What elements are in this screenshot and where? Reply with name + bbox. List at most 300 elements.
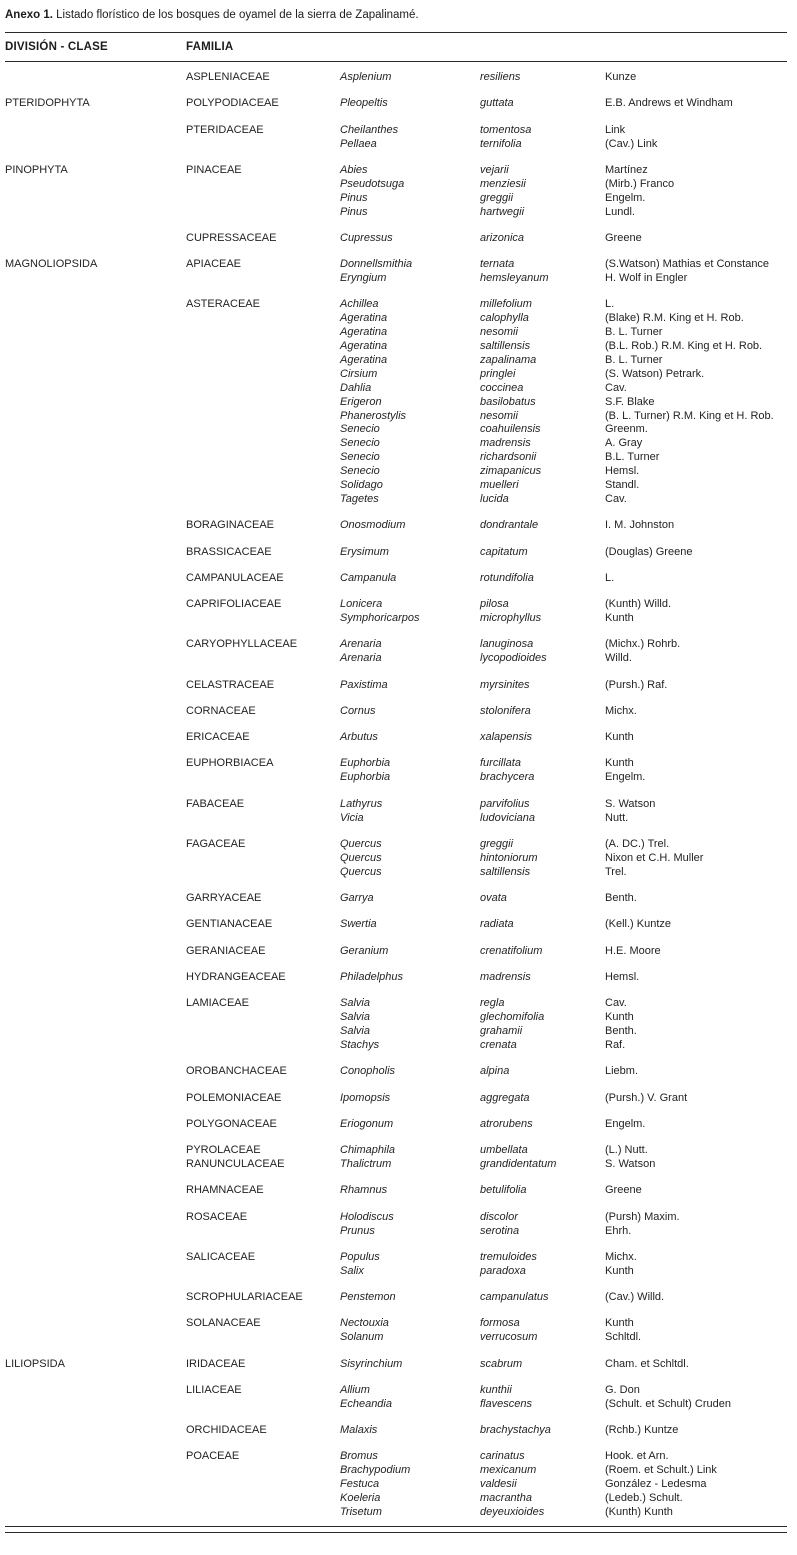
- author-cell: (Pursh.) V. Grant: [605, 1091, 688, 1104]
- species-cell: greggii: [480, 191, 514, 204]
- species-cell: betulifolia: [480, 1184, 527, 1197]
- division-cell: [5, 1478, 186, 1492]
- species-cell: verrucosum: [480, 1331, 538, 1344]
- familia-cell: [186, 771, 340, 785]
- family-block: [5, 1092, 787, 1106]
- division-cell: [5, 410, 186, 424]
- author-cell: Martínez: [605, 163, 648, 176]
- species-row: [5, 798, 787, 812]
- division-cell: [5, 519, 186, 533]
- species-cell: madrensis: [480, 437, 531, 450]
- species-row: [5, 326, 787, 340]
- author-cell: (Douglas) Greene: [605, 545, 693, 558]
- author-cell: (Kunth) Willd.: [605, 598, 672, 611]
- species-row: [5, 340, 787, 354]
- species-cell: regla: [480, 997, 505, 1010]
- familia-cell: SALICACEAE: [186, 1250, 256, 1263]
- family-block: [5, 705, 787, 719]
- species-cell: mexicanum: [480, 1464, 537, 1477]
- author-cell: L.: [605, 571, 615, 584]
- species-row: [5, 971, 787, 985]
- genus-cell: Cornus: [340, 704, 376, 717]
- familia-cell: CARYOPHYLLACEAE: [186, 638, 298, 651]
- genus-cell: Achillea: [340, 298, 379, 311]
- division-cell: [5, 971, 186, 985]
- species-cell: dondrantale: [480, 519, 539, 532]
- species-row: [5, 546, 787, 560]
- division-cell: [5, 798, 186, 812]
- species-row: [5, 272, 787, 286]
- species-row: [5, 368, 787, 382]
- genus-cell: Ipomopsis: [340, 1091, 391, 1104]
- familia-cell: PINACEAE: [186, 163, 242, 176]
- species-cell: myrsinites: [480, 678, 530, 691]
- division-cell: [5, 1039, 186, 1053]
- division-cell: [5, 71, 186, 85]
- family-block: [5, 1358, 787, 1372]
- familia-cell: [186, 396, 340, 410]
- author-cell: (B.L. Rob.) R.M. King et H. Rob.: [605, 340, 763, 353]
- species-cell: glechomifolia: [480, 1011, 545, 1024]
- genus-cell: Salvia: [340, 1011, 370, 1024]
- familia-cell: [186, 612, 340, 626]
- species-row: [5, 812, 787, 826]
- division-cell: [5, 1424, 186, 1438]
- genus-cell: Eriogonum: [340, 1117, 394, 1130]
- genus-cell: Dahlia: [340, 381, 372, 394]
- genus-cell: Thalictrum: [340, 1158, 392, 1170]
- familia-cell: [186, 1025, 340, 1039]
- species-cell: hintoniorum: [480, 851, 538, 864]
- division-cell: [5, 1025, 186, 1039]
- species-cell: ternata: [480, 258, 515, 271]
- genus-cell: Brachypodium: [340, 1464, 411, 1477]
- author-cell: Greene: [605, 1184, 642, 1197]
- familia-cell: [186, 340, 340, 354]
- species-cell: deyeuxioides: [480, 1505, 545, 1518]
- species-row: [5, 1211, 787, 1225]
- species-cell: tremuloides: [480, 1250, 537, 1263]
- author-cell: (Michx.) Rohrb.: [605, 638, 681, 651]
- genus-cell: Salix: [340, 1264, 364, 1277]
- genus-cell: Arbutus: [340, 731, 378, 744]
- genus-cell: Echeandia: [340, 1397, 392, 1410]
- division-cell: [5, 546, 186, 560]
- familia-cell: [186, 479, 340, 493]
- author-cell: B.L. Turner: [605, 451, 660, 464]
- author-cell: S. Watson: [605, 797, 656, 810]
- author-cell: (Kell.) Kuntze: [605, 918, 672, 931]
- division-cell: [5, 892, 186, 906]
- author-cell: Benth.: [605, 1025, 637, 1037]
- division-cell: [5, 326, 186, 340]
- species-row: [5, 731, 787, 745]
- species-cell: madrensis: [480, 970, 531, 983]
- genus-cell: Ageratina: [340, 326, 388, 339]
- author-cell: Link: [605, 123, 626, 136]
- species-cell: coccinea: [480, 381, 524, 394]
- species-row: [5, 771, 787, 785]
- genus-cell: Penstemon: [340, 1291, 396, 1303]
- species-row: [5, 192, 787, 206]
- division-cell: [5, 493, 186, 507]
- family-block: [5, 1211, 787, 1239]
- division-cell: [5, 479, 186, 493]
- genus-cell: Sisyrinchium: [340, 1357, 403, 1370]
- familia-cell: LILIACEAE: [186, 1383, 242, 1396]
- genus-cell: Garrya: [340, 892, 374, 904]
- division-cell: [5, 465, 186, 479]
- species-cell: nesomii: [480, 409, 518, 422]
- family-block: [5, 298, 787, 507]
- familia-cell: GENTIANACEAE: [186, 918, 273, 931]
- author-cell: Standl.: [605, 479, 640, 492]
- species-row: [5, 1506, 787, 1520]
- familia-cell: IRIDACEAE: [186, 1357, 246, 1370]
- family-block: [5, 679, 787, 693]
- familia-cell: CUPRESSACEAE: [186, 231, 277, 244]
- species-cell: xalapensis: [480, 731, 532, 744]
- familia-cell: ASPLENIACEAE: [186, 71, 270, 83]
- genus-cell: Solidago: [340, 479, 383, 492]
- genus-cell: Conopholis: [340, 1065, 396, 1078]
- author-cell: Engelm.: [605, 771, 646, 784]
- author-cell: Cav.: [605, 381, 627, 394]
- division-cell: [5, 1331, 186, 1345]
- species-row: [5, 437, 787, 451]
- genus-cell: Koeleria: [340, 1492, 381, 1505]
- genus-cell: Holodiscus: [340, 1210, 394, 1223]
- species-cell: arizonica: [480, 231, 525, 244]
- familia-cell: CORNACEAE: [186, 704, 256, 717]
- family-block: [5, 519, 787, 533]
- familia-cell: [186, 410, 340, 424]
- division-cell: [5, 1506, 186, 1520]
- author-cell: H.E. Moore: [605, 944, 661, 957]
- author-cell: Hemsl.: [605, 970, 640, 983]
- bottom-rules: [5, 1526, 787, 1533]
- species-row: [5, 612, 787, 626]
- family-block: [5, 1184, 787, 1198]
- species-row: [5, 206, 787, 220]
- species-row: [5, 138, 787, 152]
- familia-cell: GERANIACEAE: [186, 944, 266, 957]
- species-row: [5, 124, 787, 138]
- species-cell: guttata: [480, 97, 514, 110]
- bottom-rule-1: [5, 1526, 787, 1527]
- species-row: [5, 451, 787, 465]
- species-cell: zimapanicus: [480, 465, 542, 478]
- genus-cell: Trisetum: [340, 1505, 382, 1518]
- species-row: [5, 1184, 787, 1198]
- family-block: [5, 71, 787, 85]
- species-row: [5, 598, 787, 612]
- genus-cell: Allium: [340, 1383, 370, 1396]
- genus-cell: Ageratina: [340, 353, 388, 366]
- author-cell: (Kunth) Kunth: [605, 1505, 673, 1518]
- species-cell: ovata: [480, 892, 507, 904]
- species-row: [5, 258, 787, 272]
- species-cell: crenatifolium: [480, 944, 543, 957]
- division-cell: [5, 340, 186, 354]
- species-row: [5, 1025, 787, 1039]
- author-cell: Hemsl.: [605, 465, 640, 478]
- author-cell: (Schult. et Schult) Cruden: [605, 1397, 731, 1410]
- author-cell: G. Don: [605, 1383, 640, 1396]
- genus-cell: Abies: [340, 163, 368, 176]
- species-row: [5, 945, 787, 959]
- author-cell: Greenm.: [605, 423, 648, 436]
- species-row: [5, 298, 787, 312]
- species-row: [5, 1118, 787, 1132]
- author-cell: H. Wolf in Engler: [605, 272, 688, 285]
- species-cell: tomentosa: [480, 123, 532, 136]
- author-cell: B. L. Turner: [605, 326, 663, 339]
- division-cell: [5, 612, 186, 626]
- division-cell: [5, 1184, 186, 1198]
- familia-cell: CELASTRACEAE: [186, 678, 275, 691]
- division-cell: [5, 1291, 186, 1305]
- division-cell: [5, 1450, 186, 1464]
- familia-cell: HYDRANGEACEAE: [186, 970, 286, 983]
- genus-cell: Geranium: [340, 944, 389, 957]
- genus-cell: Donnellsmithia: [340, 258, 413, 271]
- species-row: [5, 1225, 787, 1239]
- genus-cell: Arenaria: [340, 652, 382, 665]
- division-cell: [5, 852, 186, 866]
- division-cell: [5, 312, 186, 326]
- species-row: [5, 97, 787, 111]
- species-cell: resiliens: [480, 71, 521, 83]
- division-cell: [5, 997, 186, 1011]
- division-cell: [5, 1225, 186, 1239]
- genus-cell: Erigeron: [340, 395, 382, 408]
- species-row: [5, 1384, 787, 1398]
- family-block: [5, 892, 787, 906]
- division-cell: [5, 1211, 186, 1225]
- family-block: [5, 1144, 787, 1172]
- caption-text: Listado florístico de los bosques de oyamel de la sierra de Zapalinamé.: [56, 9, 419, 21]
- species-cell: carinatus: [480, 1450, 525, 1463]
- species-cell: rotundifolia: [480, 571, 534, 584]
- species-cell: flavescens: [480, 1397, 532, 1410]
- familia-cell: [186, 206, 340, 220]
- author-cell: Kunth: [605, 612, 634, 625]
- division-cell: LILIOPSIDA: [5, 1357, 65, 1370]
- genus-cell: Asplenium: [340, 71, 392, 83]
- species-row: [5, 852, 787, 866]
- author-cell: Kunth: [605, 731, 634, 744]
- familia-cell: [186, 1506, 340, 1520]
- author-cell: Cav.: [605, 493, 627, 505]
- author-cell: S. Watson: [605, 1158, 656, 1170]
- species-cell: paradoxa: [480, 1264, 526, 1277]
- species-cell: serotina: [480, 1224, 520, 1237]
- familia-cell: CAMPANULACEAE: [186, 571, 284, 584]
- familia-cell: [186, 866, 340, 880]
- species-row: [5, 1265, 787, 1279]
- species-cell: valdesii: [480, 1478, 517, 1491]
- division-cell: [5, 1398, 186, 1412]
- species-cell: lucida: [480, 493, 509, 505]
- author-cell: (Cav.) Willd.: [605, 1291, 665, 1303]
- author-cell: Michx.: [605, 704, 637, 717]
- author-cell: Engelm.: [605, 1117, 646, 1130]
- species-row: [5, 1492, 787, 1506]
- species-cell: kunthii: [480, 1383, 512, 1396]
- division-cell: PINOPHYTA: [5, 163, 68, 176]
- familia-cell: ORCHIDACEAE: [186, 1424, 267, 1436]
- genus-cell: Senecio: [340, 437, 380, 450]
- species-row: [5, 479, 787, 493]
- species-row: [5, 679, 787, 693]
- species-row: [5, 638, 787, 652]
- genus-cell: Cupressus: [340, 231, 393, 244]
- author-cell: (S. Watson) Petrark.: [605, 367, 705, 380]
- author-cell: (Blake) R.M. King et H. Rob.: [605, 312, 744, 325]
- species-row: [5, 519, 787, 533]
- familia-cell: [186, 451, 340, 465]
- familia-cell: ERICACEAE: [186, 731, 250, 744]
- familia-cell: PTERIDACEAE: [186, 123, 264, 136]
- division-cell: [5, 437, 186, 451]
- species-cell: saltillensis: [480, 865, 531, 878]
- genus-cell: Symphoricarpos: [340, 612, 420, 625]
- family-block: [5, 164, 787, 220]
- species-cell: muelleri: [480, 479, 519, 492]
- author-cell: E.B. Andrews et Windham: [605, 97, 733, 110]
- familia-cell: POLYPODIACEAE: [186, 97, 279, 110]
- species-cell: grandidentatum: [480, 1158, 557, 1170]
- species-cell: lycopodioides: [480, 652, 547, 665]
- author-cell: Schltdl.: [605, 1331, 642, 1344]
- genus-cell: Bromus: [340, 1450, 378, 1463]
- genus-cell: Populus: [340, 1250, 380, 1263]
- family-block: [5, 598, 787, 626]
- species-row: [5, 164, 787, 178]
- author-cell: González - Ledesma: [605, 1478, 707, 1491]
- family-block: [5, 798, 787, 826]
- species-cell: alpina: [480, 1065, 510, 1078]
- division-cell: [5, 838, 186, 852]
- familia-cell: [186, 1398, 340, 1412]
- species-row: [5, 1158, 787, 1172]
- author-cell: Raf.: [605, 1038, 626, 1051]
- author-cell: L.: [605, 298, 615, 311]
- division-cell: [5, 232, 186, 246]
- species-row: [5, 1092, 787, 1106]
- author-cell: Kunth: [605, 1011, 634, 1024]
- genus-cell: Senecio: [340, 423, 380, 436]
- family-block: [5, 546, 787, 560]
- familia-cell: [186, 437, 340, 451]
- species-cell: hartwegii: [480, 205, 525, 218]
- familia-cell: [186, 1492, 340, 1506]
- division-cell: [5, 866, 186, 880]
- familia-cell: [186, 382, 340, 396]
- author-cell: (A. DC.) Trel.: [605, 837, 670, 850]
- family-block: [5, 1317, 787, 1345]
- genus-cell: Phanerostylis: [340, 409, 407, 422]
- table-body: [5, 62, 787, 1520]
- genus-cell: Senecio: [340, 465, 380, 478]
- family-block: [5, 638, 787, 666]
- bottom-rule-2: [5, 1532, 787, 1533]
- species-row: [5, 892, 787, 906]
- division-cell: [5, 396, 186, 410]
- genus-cell: Rhamnus: [340, 1184, 388, 1197]
- division-cell: [5, 638, 186, 652]
- division-cell: [5, 1251, 186, 1265]
- division-cell: [5, 138, 186, 152]
- author-cell: Kunze: [605, 71, 637, 83]
- species-cell: grahamii: [480, 1025, 523, 1037]
- species-cell: scabrum: [480, 1357, 523, 1370]
- species-row: [5, 1331, 787, 1345]
- family-block: [5, 971, 787, 985]
- genus-cell: Quercus: [340, 865, 382, 878]
- genus-cell: Euphorbia: [340, 757, 391, 770]
- species-row: [5, 71, 787, 85]
- division-cell: [5, 192, 186, 206]
- author-cell: (Rchb.) Kuntze: [605, 1424, 679, 1436]
- species-row: [5, 354, 787, 368]
- familia-cell: LAMIACEAE: [186, 997, 249, 1010]
- familia-cell: ASTERACEAE: [186, 298, 260, 311]
- division-cell: [5, 1317, 186, 1331]
- familia-cell: [186, 192, 340, 206]
- species-cell: basilobatus: [480, 395, 536, 408]
- species-row: [5, 866, 787, 880]
- author-cell: (Ledeb.) Schult.: [605, 1492, 683, 1505]
- author-cell: Kunth: [605, 1264, 634, 1277]
- genus-cell: Pellaea: [340, 137, 377, 150]
- species-row: [5, 410, 787, 424]
- familia-cell: [186, 1265, 340, 1279]
- familia-cell: SOLANACEAE: [186, 1317, 261, 1330]
- species-cell: campanulatus: [480, 1291, 549, 1303]
- familia-cell: [186, 272, 340, 286]
- genus-cell: Quercus: [340, 837, 382, 850]
- familia-cell: RHAMNACEAE: [186, 1184, 264, 1197]
- species-cell: nesomii: [480, 326, 518, 339]
- division-cell: [5, 572, 186, 586]
- division-cell: [5, 731, 186, 745]
- familia-cell: [186, 852, 340, 866]
- species-row: [5, 1251, 787, 1265]
- species-row: [5, 1039, 787, 1053]
- species-cell: ludoviciana: [480, 811, 536, 824]
- familia-cell: RANUNCULACEAE: [186, 1158, 285, 1170]
- author-cell: Cham. et Schltdl.: [605, 1357, 689, 1370]
- genus-cell: Campanula: [340, 571, 397, 584]
- author-cell: Trel.: [605, 865, 627, 878]
- species-cell: greggii: [480, 837, 514, 850]
- species-cell: saltillensis: [480, 340, 531, 353]
- family-block: [5, 97, 787, 111]
- genus-cell: Chimaphila: [340, 1144, 396, 1157]
- family-block: [5, 838, 787, 880]
- familia-cell: [186, 812, 340, 826]
- species-row: [5, 997, 787, 1011]
- genus-cell: Quercus: [340, 851, 382, 864]
- species-row: [5, 396, 787, 410]
- species-cell: furcillata: [480, 757, 521, 770]
- family-block: [5, 1251, 787, 1279]
- familia-cell: CAPRIFOLIACEAE: [186, 598, 282, 611]
- familia-cell: POLEMONIACEAE: [186, 1091, 282, 1104]
- species-row: [5, 572, 787, 586]
